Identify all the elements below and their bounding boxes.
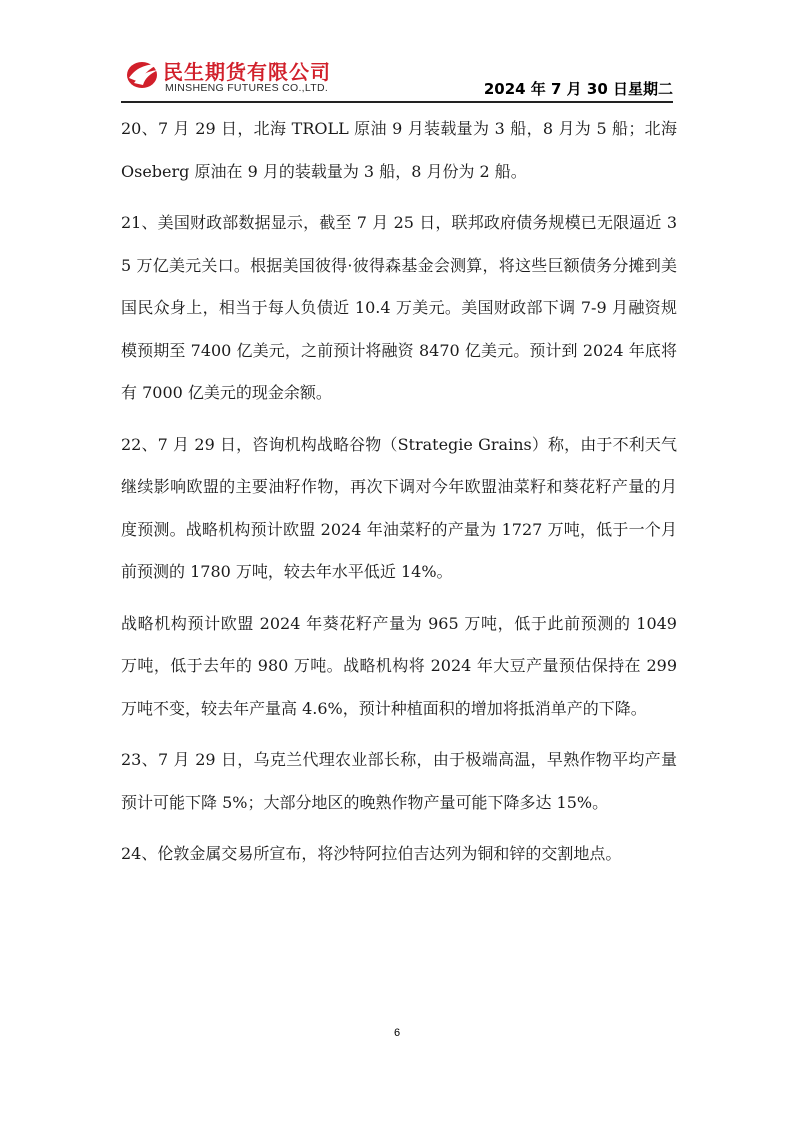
company-logo — [121, 52, 361, 98]
header-divider — [121, 101, 673, 103]
page-number: 6 — [393, 1027, 401, 1039]
news-item-21: 21、美国财政部数据显示，截至 7 月 25 日，联邦政府债务规模已无限逼近 35 万亿美元关口。根据美国彼得·彼得森基金会测算，将这些巨额债务分摊到美国民众身上，相当于每人负债近 10.4 万美元。美国财政部下调 7-9 月融资规模预期至 7400 亿美元，之前预计将融资 8470 亿美元。预计到 2024 年底将有 7000 亿美元的现金余额。 — [121, 213, 677, 402]
news-item-23: 23、7 月 29 日，乌克兰代理农业部长称，由于极端高温，早熟作物平均产量预计可能下降 5%；大部分地区的晚熟作物产量可能下降多达 15%。 — [121, 750, 677, 812]
minsheng-swoosh-logo-icon — [125, 58, 161, 90]
news-item-22: 22、7 月 29 日，咨询机构战略谷物（Strategie Grains）称，由于不利天气继续影响欧盟的主要油籽作物，再次下调对今年欧盟油菜籽和葵花籽产量的月度预测。战略机构预计欧盟 2024 年油菜籽的产量为 1727 万吨，低于一个月前预测的 1780 万吨，较去年水平低近 14%。 — [121, 434, 677, 581]
page-header — [121, 52, 673, 100]
news-item-22-continued: 战略机构预计欧盟 2024 年葵花籽产量为 965 万吨，低于此前预测的 1049 万吨，低于去年的 980 万吨。战略机构将 2024 年大豆产量预估保持在 299 万吨不变，较去年产量高 4.6%，预计种植面积的增加将抵消单产的下降。 — [121, 613, 677, 718]
report-date: 2024 年 7 月 30 日星期二 — [483, 80, 673, 98]
news-item-24: 24、伦敦金属交易所宣布，将沙特阿拉伯吉达列为铜和锌的交割地点。 — [121, 844, 622, 863]
logo-english-name: MINSHENG FUTURES CO.,LTD. — [165, 82, 329, 94]
logo-chinese-name: 民生期货有限公司 — [163, 60, 331, 84]
news-item-20: 20、7 月 29 日，北海 TROLL 原油 9 月装载量为 3 船，8 月为 5 船；北海 Oseberg 原油在 9 月的装载量为 3 船，8 月份为 2 船。 — [121, 119, 677, 181]
document-body — [121, 108, 677, 885]
